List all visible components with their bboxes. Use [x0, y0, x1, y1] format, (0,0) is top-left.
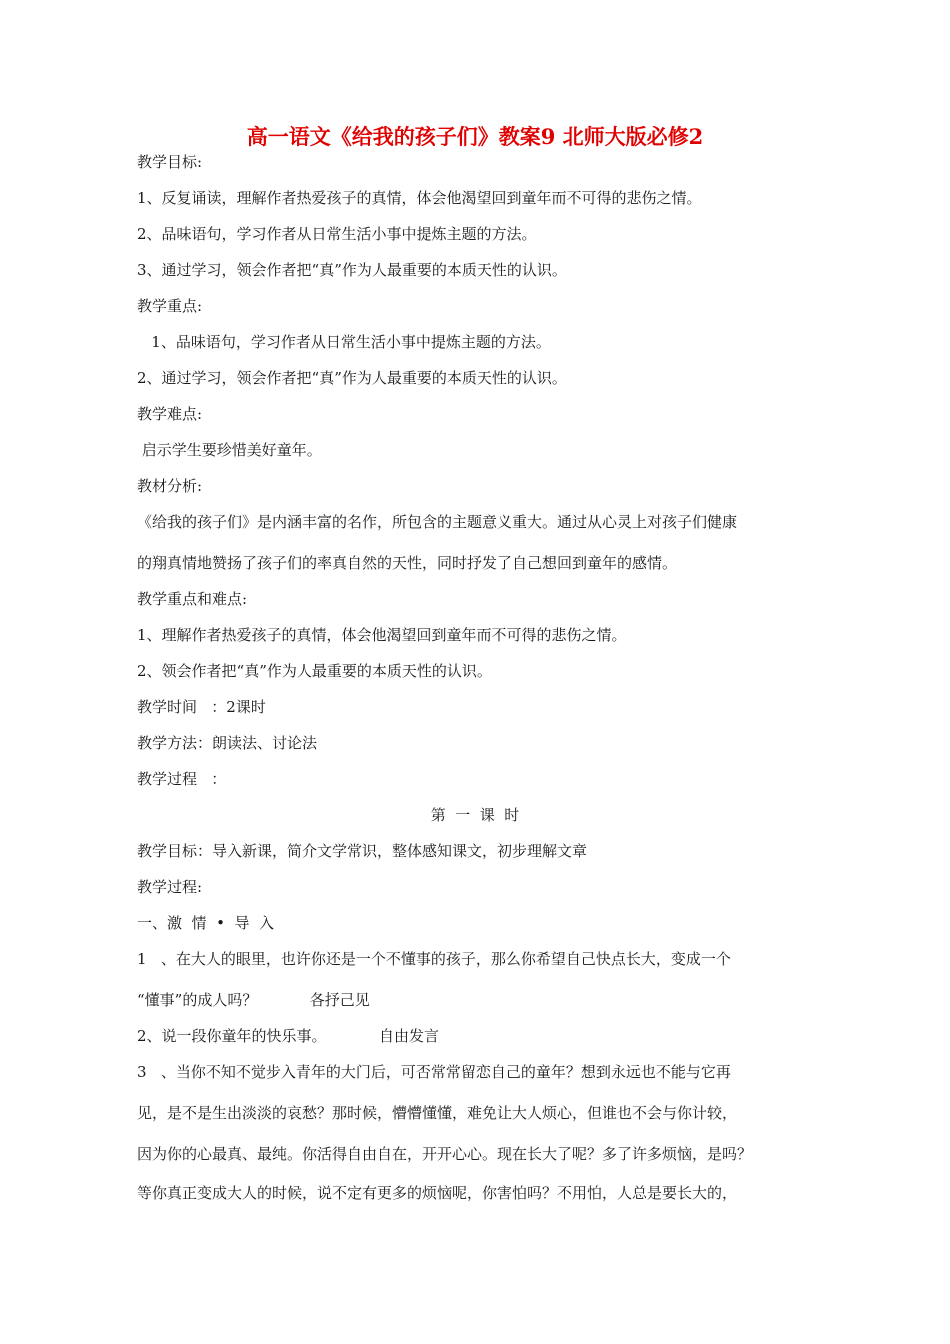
step-item-3-line-2: 见，是不是生出淡淡的哀愁？那时候，懵懵懂懂，难免让大人烦心，但谁也不会与你计较， [137, 1104, 738, 1122]
section-heading-objectives: 教学目标: [137, 153, 203, 171]
difficulty-item: 启示学生要珍惜美好童年。 [137, 441, 322, 459]
document-title: 高一语文《给我的孩子们》教案9 北师大版必修2 [246, 124, 704, 149]
section-heading-process: 教学过程 ： [137, 770, 227, 788]
analysis-paragraph-line-2: 的翔真情地赞扬了孩子们的率真自然的天性，同时抒发了自己想回到童年的感情。 [137, 554, 678, 572]
objective-item-3: 3、通过学习，领会作者把“真”作为人最重要的本质天性的认识。 [137, 261, 567, 279]
step-item-1-line-1: 1 、在大人的眼里，也许你还是一个不懂事的孩子，那么你希望自己快点长大，变成一个 [137, 950, 731, 968]
objective-item-2: 2、品味语句，学习作者从日常生活小事中提炼主题的方法。 [137, 225, 537, 243]
step-heading-intro: 一、激 情 • 导 入 [137, 914, 274, 932]
section-heading-analysis: 教材分析: [137, 477, 203, 495]
section-heading-key-points: 教学重点: [137, 297, 203, 315]
objective-item-1: 1、反复诵读，理解作者热爱孩子的真情，体会他渴望回到童年而不可得的悲伤之情。 [137, 189, 702, 207]
step-item-2: 2、说一段你童年的快乐事。 自由发言 [137, 1027, 439, 1045]
section-heading-difficulties: 教学难点: [137, 405, 203, 423]
key-point-item-1: 1、品味语句，学习作者从日常生活小事中提炼主题的方法。 [137, 333, 551, 351]
teaching-methods: 教学方法：朗读法、讨论法 [137, 734, 318, 752]
step-item-3-line-4: 等你真正变成大人的时候，说不定有更多的烦恼呢，你害怕吗？不用怕，人总是要长大的， [137, 1184, 738, 1202]
key-difficult-item-1: 1、理解作者热爱孩子的真情，体会他渴望回到童年而不可得的悲伤之情。 [137, 626, 627, 644]
step-item-1-line-2: “懂事”的成人吗？ 各抒己见 [137, 991, 370, 1009]
section-heading-key-and-difficult: 教学重点和难点: [137, 590, 248, 608]
key-difficult-item-2: 2、领会作者把“真”作为人最重要的本质天性的认识。 [137, 662, 492, 680]
step-item-3-line-3: 因为你的心最真、最纯。你活得自由自在，开开心心。现在长大了呢？多了许多烦恼，是吗？ [137, 1145, 753, 1163]
teaching-time: 教学时间 ：2课时 [137, 698, 266, 716]
analysis-paragraph-line-1: 《给我的孩子们》是内涵丰富的名作，所包含的主题意义重大。通过从心灵上对孩子们健康 [137, 513, 738, 531]
key-point-item-2: 2、通过学习，领会作者把“真”作为人最重要的本质天性的认识。 [137, 369, 567, 387]
lesson-objectives: 教学目标：导入新课，简介文学常识，整体感知课文，初步理解文章 [137, 842, 588, 860]
lesson-process-heading: 教学过程: [137, 878, 203, 896]
lesson-heading: 第 一 课 时 [430, 806, 520, 824]
step-item-3-line-1: 3 、当你不知不觉步入青年的大门后，可否常常留恋自己的童年？想到永远也不能与它再 [137, 1063, 731, 1081]
